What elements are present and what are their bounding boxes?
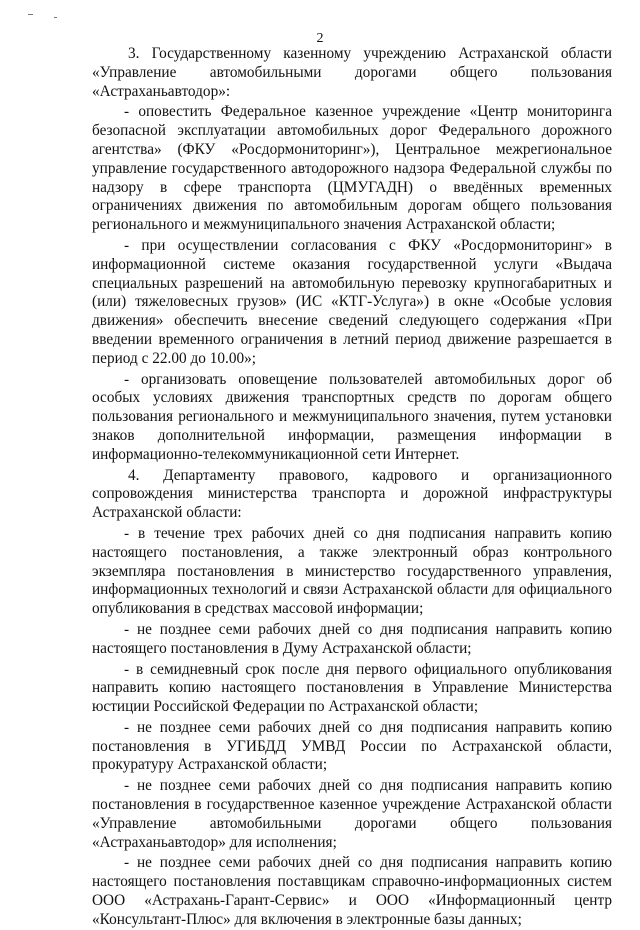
document-body bbox=[92, 45, 612, 930]
list-item: - не позднее семи рабочих дней со дня подписания направить копию постановления в государственное казенное учреждение Астраханской области «Управление автомобильными дорогами общего пользования «Астраханьавтодор» для исполнения; bbox=[92, 777, 612, 851]
scan-mark bbox=[54, 17, 57, 18]
list-item: - в семидневный срок после дня первого официального опубликования направить копию настоящего постановления в Управление Министерства юстиции Российской Федерации по Астраханской области; bbox=[92, 660, 612, 716]
list-item: - в течение трех рабочих дней со дня подписания направить копию настоящего постановления, а также электронный образ контрольного экземпляра постановления в министерство государственного управления, информационных технологий и связи Астраханской области для официального опубликования в средствах массовой информации; bbox=[92, 524, 612, 618]
paragraph-section-4: 4. Департаменту правового, кадрового и организационного сопровождения министерства транспорта и дорожной инфраструктуры Астраханской области: bbox=[92, 466, 612, 522]
list-item: - не позднее семи рабочих дней со дня подписания направить копию настоящего постановления поставщикам справочно-информационных систем ООО «Астрахань-Гарант-Сервис» и ООО «Информационный центр «Консультант-Плюс» для включения в электронные базы данных; bbox=[92, 854, 612, 928]
paragraph-section-3: 3. Государственному казенному учреждению Астраханской области «Управление автомобильными дорогами общего пользования «Астраханьавтодор»: bbox=[92, 45, 612, 100]
page-number: 2 bbox=[316, 31, 324, 46]
list-item: - не позднее семи рабочих дней со дня подписания направить копию постановления в УГИБДД УМВД России по Астраханской области, прокуратуру Астраханской области; bbox=[92, 718, 612, 774]
list-item: - оповестить Федеральное казенное учреждение «Центр мониторинга безопасной эксплуатации автомобильных дорог Федерального дорожного агентства» (ФКУ «Росдормониторинг»), Центральное межрегиональное управление государственного автодорожного надзора Федеральной службы по надзору в сфере транспорта (ЦМУГАДН) о введённых временных ограничениях движения по автомобильным дорогам общего пользования регионального и межмуниципального значения Астраханской области; bbox=[92, 103, 612, 234]
list-item: - не позднее семи рабочих дней со дня подписания направить копию настоящего постановления в Думу Астраханской области; bbox=[92, 620, 612, 657]
scan-mark bbox=[28, 14, 33, 15]
list-item: - при осуществлении согласования с ФКУ «Росдормониторинг» в информационной системе оказания государственной услуги «Выдача специальных разрешений на автомобильную перевозку крупногабаритных и (или) тяжеловесных грузов» (ИС «КТГ-Услуга») в окне «Особые условия движения» обеспечить внесение сведений следующего содержания «При введении временного ограничения в летний период движение разрешается в период с 22.00 до 10.00»; bbox=[92, 236, 612, 367]
list-item: - организовать оповещение пользователей автомобильных дорог об особых условиях движения транспортных средств по дорогам общего пользования регионального и межмуниципального значения, путем установки знаков дополнительной информации, размещения информации в информационно-телекоммуникационной сети Интернет. bbox=[92, 370, 612, 463]
